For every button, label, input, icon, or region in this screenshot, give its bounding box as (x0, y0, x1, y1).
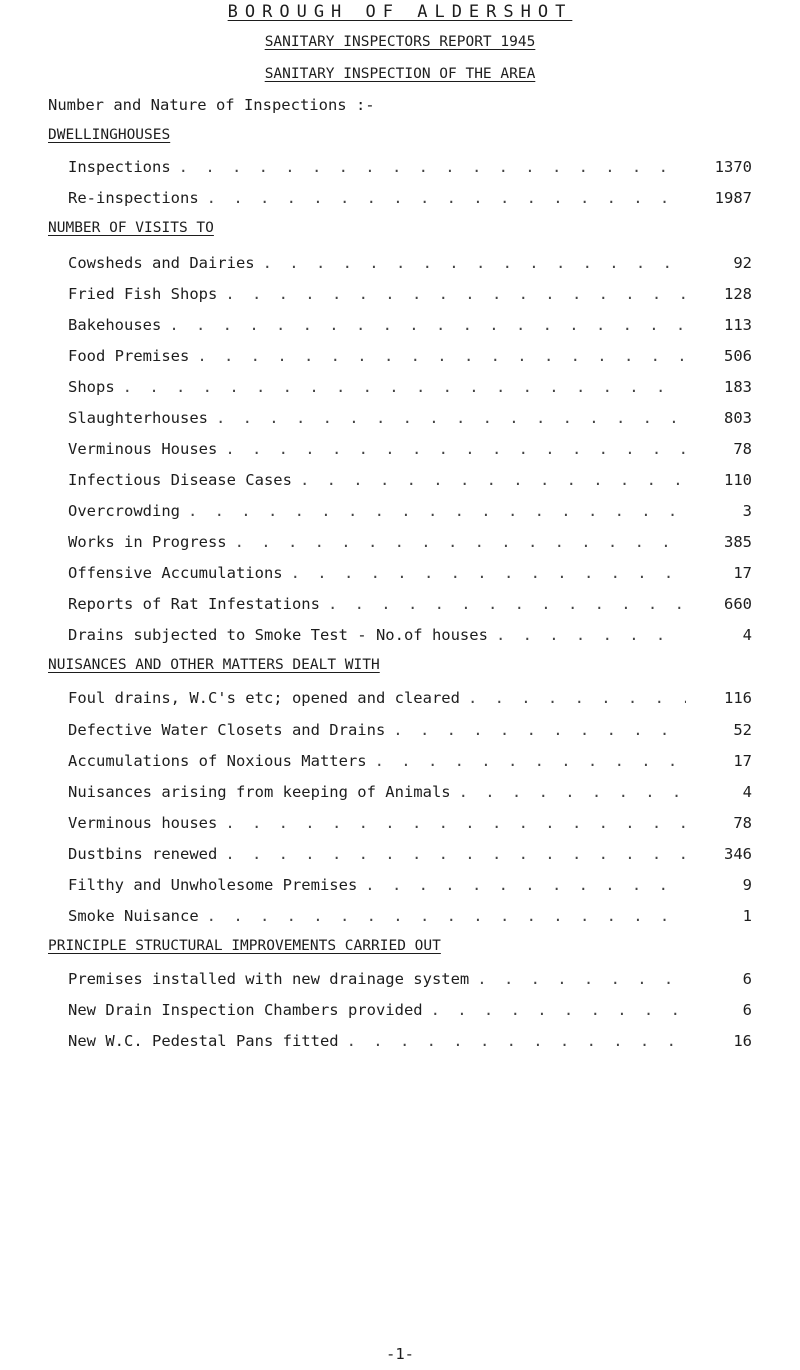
row-value: 6 (742, 970, 752, 988)
row-label: Filthy and Unwholesome Premises (68, 876, 358, 894)
row-label: Verminous Houses (68, 440, 218, 458)
row-label: Offensive Accumulations (68, 564, 283, 582)
dot-leader (393, 721, 686, 739)
dot-leader (235, 533, 686, 551)
dot-leader (169, 316, 686, 334)
dot-leader (459, 783, 686, 801)
intro-text: Number and Nature of Inspections :- (48, 96, 375, 114)
row-value: 1987 (714, 189, 752, 207)
row-label: Premises installed with new drainage system (68, 970, 470, 988)
row-label: Cowsheds and Dairies (68, 254, 255, 272)
row-value: 385 (724, 533, 752, 551)
report-title: BOROUGH OF ALDERSHOT (227, 2, 573, 22)
section-title: SANITARY INSPECTION OF THE AREA (264, 66, 536, 82)
report-subtitle: SANITARY INSPECTORS REPORT 1945 (264, 34, 536, 50)
dot-leader (477, 970, 686, 988)
dot-leader (225, 814, 686, 832)
table-row (68, 502, 686, 520)
row-value: 128 (724, 285, 752, 303)
row-value: 4 (742, 783, 752, 801)
dot-leader (291, 564, 686, 582)
row-label: Defective Water Closets and Drains (68, 721, 386, 739)
dot-leader (300, 471, 686, 489)
row-value: 3 (742, 502, 752, 520)
row-label: Bakehouses (68, 316, 162, 334)
table-row (68, 1032, 686, 1050)
row-label: Dustbins renewed (68, 845, 218, 863)
table-row (68, 783, 686, 801)
row-label: Overcrowding (68, 502, 180, 520)
row-label: Foul drains, W.C's etc; opened and cleared (68, 689, 460, 707)
table-row (68, 595, 686, 613)
dot-leader (197, 347, 686, 365)
table-row (68, 533, 686, 551)
dot-leader (468, 689, 686, 707)
row-label: Re-inspections (68, 189, 199, 207)
table-row (68, 876, 686, 894)
row-value: 113 (724, 316, 752, 334)
row-label: Shops (68, 378, 115, 396)
table-row (68, 814, 686, 832)
table-row (68, 689, 686, 707)
table-row (68, 189, 686, 207)
table-row (68, 970, 686, 988)
dot-leader (225, 285, 686, 303)
row-label: Fried Fish Shops (68, 285, 218, 303)
row-label: Food Premises (68, 347, 190, 365)
table-row (68, 440, 686, 458)
table-row (68, 285, 686, 303)
dot-leader (225, 845, 686, 863)
table-row (68, 752, 686, 770)
page-number: -1- (386, 1345, 414, 1363)
table-row (68, 158, 686, 176)
dot-leader (431, 1001, 686, 1019)
row-value: 1 (742, 907, 752, 925)
row-value: 78 (733, 440, 752, 458)
row-value: 6 (742, 1001, 752, 1019)
row-value: 110 (724, 471, 752, 489)
dot-leader (179, 158, 686, 176)
dot-leader (207, 189, 686, 207)
row-label: New Drain Inspection Chambers provided (68, 1001, 423, 1019)
row-value: 78 (733, 814, 752, 832)
row-label: Reports of Rat Infestations (68, 595, 320, 613)
dot-leader (207, 907, 686, 925)
row-label: Nuisances arising from keeping of Animals (68, 783, 451, 801)
table-row (68, 1001, 686, 1019)
dot-leader (123, 378, 686, 396)
dot-leader (496, 626, 686, 644)
row-label: Accumulations of Noxious Matters (68, 752, 367, 770)
table-row (68, 626, 686, 644)
row-label: Smoke Nuisance (68, 907, 199, 925)
table-row (68, 907, 686, 925)
row-value: 92 (733, 254, 752, 272)
row-value: 116 (724, 689, 752, 707)
row-label: Inspections (68, 158, 171, 176)
row-value: 17 (733, 564, 752, 582)
row-label: New W.C. Pedestal Pans fitted (68, 1032, 339, 1050)
row-label: Drains subjected to Smoke Test - No.of houses (68, 626, 488, 644)
table-row (68, 409, 686, 427)
row-value: 16 (733, 1032, 752, 1050)
dot-leader (188, 502, 686, 520)
table-row (68, 378, 686, 396)
table-row (68, 471, 686, 489)
dot-leader (328, 595, 686, 613)
row-value: 346 (724, 845, 752, 863)
row-label: Infectious Disease Cases (68, 471, 292, 489)
row-label: Works in Progress (68, 533, 227, 551)
row-label: Verminous houses (68, 814, 218, 832)
dot-leader (216, 409, 686, 427)
section-heading-visits: NUMBER OF VISITS TO (48, 220, 214, 236)
row-value: 52 (733, 721, 752, 739)
dot-leader (375, 752, 686, 770)
row-value: 17 (733, 752, 752, 770)
row-value: 803 (724, 409, 752, 427)
dot-leader (225, 440, 686, 458)
row-value: 183 (724, 378, 752, 396)
table-row (68, 564, 686, 582)
dot-leader (263, 254, 686, 272)
row-value: 9 (742, 876, 752, 894)
row-label: Slaughterhouses (68, 409, 208, 427)
table-row (68, 845, 686, 863)
table-row (68, 254, 686, 272)
dot-leader (365, 876, 686, 894)
section-heading-dwellinghouses: DWELLINGHOUSES (48, 127, 171, 143)
table-row (68, 347, 686, 365)
row-value: 660 (724, 595, 752, 613)
row-value: 1370 (714, 158, 752, 176)
dot-leader (347, 1032, 686, 1050)
section-heading-improvements: PRINCIPLE STRUCTURAL IMPROVEMENTS CARRIED OUT (48, 938, 441, 954)
table-row (68, 721, 686, 739)
table-row (68, 316, 686, 334)
section-heading-nuisances: NUISANCES AND OTHER MATTERS DEALT WITH (48, 657, 380, 673)
row-value: 506 (724, 347, 752, 365)
row-value: 4 (742, 626, 752, 644)
